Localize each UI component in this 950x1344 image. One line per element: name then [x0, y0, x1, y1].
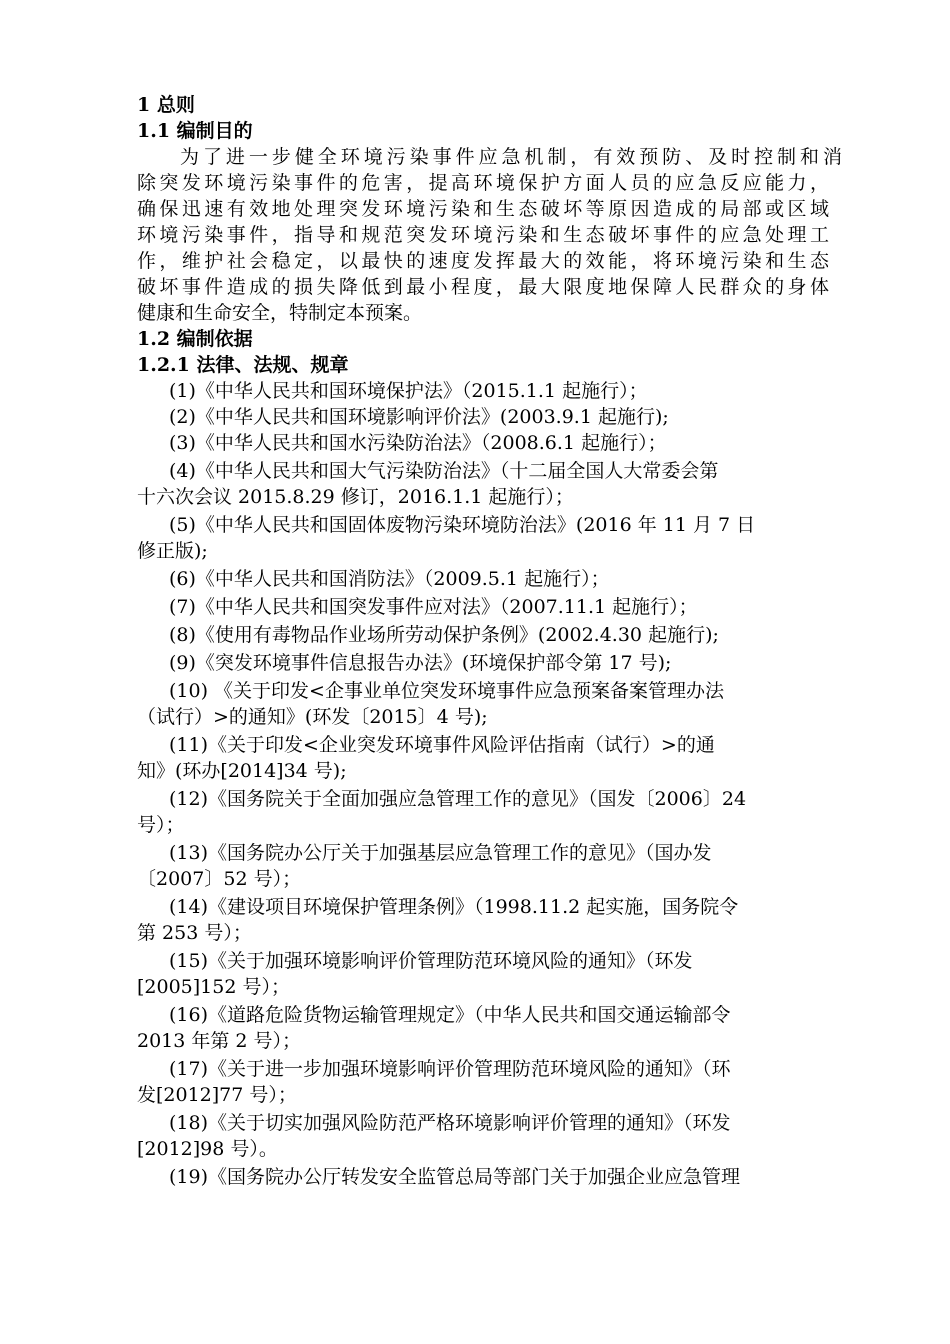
- law-item: (3)《中华人民共和国水污染防治法》（2008.6.1 起施行）；: [169, 432, 667, 454]
- law-item: (13)《国务院办公厅关于加强基层应急管理工作的意见》（国办发: [169, 842, 712, 864]
- purpose-line: 破坏事件造成的损失降低到最小程度，最大限度地保障人民群众的身体: [137, 276, 829, 298]
- law-item: (6)《中华人民共和国消防法》（2009.5.1 起施行）；: [169, 568, 610, 590]
- heading-general: 1 总则: [137, 94, 195, 116]
- purpose-line: 确保迅速有效地处理突发环境污染和生态破坏等原因造成的局部或区域: [137, 198, 829, 220]
- purpose-line: 除突发环境污染事件的危害，提高环境保护方面人员的应急反应能力，: [137, 172, 829, 194]
- law-item: (8)《使用有毒物品作业场所劳动保护条例》(2002.4.30 起施行);: [169, 624, 719, 646]
- law-item: (16)《道路危险货物运输管理规定》（中华人民共和国交通运输部令: [169, 1004, 731, 1026]
- law-item-cont: 2013 年第 2 号）；: [137, 1030, 302, 1052]
- law-item: (9)《突发环境事件信息报告办法》(环境保护部令第 17 号);: [169, 652, 672, 674]
- law-item-cont: 修正版);: [137, 540, 208, 562]
- law-item: (12)《国务院关于全面加强应急管理工作的意见》（国发〔2006〕24: [169, 788, 747, 810]
- law-item: (11)《关于印发<企业突发环境事件风险评估指南（试行）>的通: [169, 734, 715, 756]
- law-item: (17)《关于进一步加强环境影响评价管理防范环境风险的通知》（环: [169, 1058, 731, 1080]
- law-item: (7)《中华人民共和国突发事件应对法》（2007.11.1 起施行）；: [169, 596, 698, 618]
- heading-basis: 1.2 编制依据: [137, 328, 253, 350]
- law-item-cont: （试行）>的通知》(环发〔2015〕4 号);: [137, 706, 488, 728]
- law-item: (1)《中华人民共和国环境保护法》（2015.1.1 起施行）；: [169, 380, 648, 402]
- law-item-cont: 发[2012]77 号）；: [137, 1084, 297, 1106]
- law-item-cont: 知》(环办[2014]34 号);: [137, 760, 347, 782]
- law-item: (10) 《关于印发<企事业单位突发环境事件应急预案备案管理办法: [169, 680, 724, 702]
- law-item: (2)《中华人民共和国环境影响评价法》(2003.9.1 起施行);: [169, 406, 669, 428]
- purpose-line: 环境污染事件，指导和规范突发环境污染和生态破坏事件的应急处理工: [137, 224, 829, 246]
- purpose-line: 作，维护社会稳定，以最快的速度发挥最大的效能，将环境污染和生态: [137, 250, 829, 272]
- law-item: (15)《关于加强环境影响评价管理防范环境风险的通知》（环发: [169, 950, 693, 972]
- heading-laws: 1.2.1 法律、法规、规章: [137, 354, 349, 376]
- law-item: (18)《关于切实加强风险防范严格环境影响评价管理的通知》（环发: [169, 1112, 731, 1134]
- law-item-cont: [2012]98 号）。: [137, 1138, 278, 1160]
- law-item-cont: 号）；: [137, 814, 185, 836]
- heading-purpose: 1.1 编制目的: [137, 120, 253, 142]
- law-item: (4)《中华人民共和国大气污染防治法》（十二届全国人大常委会第: [169, 460, 719, 482]
- purpose-line: 健康和生命安全，特制定本预案。: [137, 302, 423, 324]
- law-item: (14)《建设项目环境保护管理条例》（1998.11.2 起实施，国务院令: [169, 896, 739, 918]
- law-item: (5)《中华人民共和国固体废物污染环境防治法》(2016 年 11 月 7 日: [169, 514, 756, 536]
- law-item-cont: 十六次会议 2015.8.29 修订，2016.1.1 起施行）；: [137, 486, 574, 508]
- purpose-line: 为了进一步健全环境污染事件应急机制，有效预防、及时控制和消: [180, 146, 842, 168]
- law-item-cont: [2005]152 号）；: [137, 976, 290, 998]
- law-item: (19)《国务院办公厅转发安全监管总局等部门关于加强企业应急管理: [169, 1166, 741, 1188]
- law-item-cont: 〔2007〕52 号）；: [137, 868, 302, 890]
- law-item-cont: 第 253 号）；: [137, 922, 252, 944]
